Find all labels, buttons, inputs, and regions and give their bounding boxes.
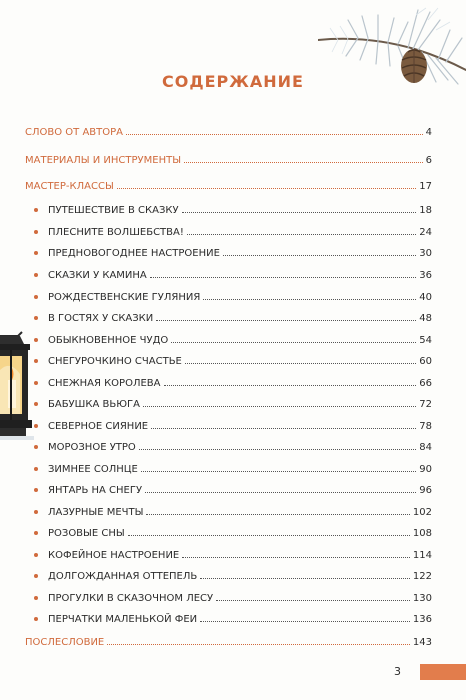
toc-page-number: 6 [425, 155, 432, 166]
dot-leader [145, 483, 416, 493]
bullet-icon [34, 251, 38, 255]
toc-page-number: 130 [412, 593, 432, 604]
toc-entry[interactable] [48, 569, 432, 583]
bullet-icon [34, 553, 38, 557]
toc-page-number: 78 [419, 421, 432, 432]
dot-leader [185, 354, 416, 364]
toc-entry[interactable] [48, 203, 432, 217]
toc-entry[interactable] [48, 419, 432, 433]
toc-page-number: 90 [419, 464, 432, 475]
toc-page-number: 36 [419, 270, 432, 281]
dot-leader [107, 635, 410, 645]
toc-entry[interactable] [48, 483, 432, 497]
dot-leader [200, 612, 410, 622]
dot-leader [171, 333, 416, 343]
toc-page-number: 54 [419, 335, 432, 346]
bullet-icon [34, 338, 38, 342]
dot-leader [143, 397, 416, 407]
toc-entry[interactable] [48, 397, 432, 411]
dot-leader [182, 548, 410, 558]
toc-entry[interactable] [48, 311, 432, 325]
dot-leader [187, 225, 416, 235]
toc-entry[interactable] [48, 225, 432, 239]
toc-page-number: 18 [419, 205, 432, 216]
toc-page-number: 84 [419, 442, 432, 453]
toc-page-number: 4 [425, 127, 432, 138]
toc-page-number: 143 [412, 637, 432, 648]
toc-section-label: МАТЕРИАЛЫ И ИНСТРУМЕНТЫ [25, 155, 182, 166]
bullet-icon [34, 273, 38, 277]
dot-leader [200, 569, 410, 579]
bullet-icon [34, 617, 38, 621]
toc-entry[interactable] [48, 591, 432, 605]
toc-entry-label: ПРОГУЛКИ В СКАЗОЧНОМ ЛЕСУ [48, 593, 214, 604]
toc-page-number: 114 [412, 550, 432, 561]
toc-page-number: 102 [412, 507, 432, 518]
page-corner-tab [420, 664, 466, 680]
toc-entry[interactable] [48, 462, 432, 476]
toc-entry[interactable] [48, 333, 432, 347]
bullet-icon [34, 316, 38, 320]
toc-entry[interactable] [48, 440, 432, 454]
toc-page-number: 48 [419, 313, 432, 324]
dot-leader [216, 591, 410, 601]
toc-section-label: СЛОВО ОТ АВТОРА [25, 127, 123, 138]
bullet-icon [34, 295, 38, 299]
dot-leader [164, 376, 417, 386]
toc-entry[interactable] [48, 246, 432, 260]
bullet-icon [34, 531, 38, 535]
toc-entry-label: ЯНТАРЬ НА СНЕГУ [48, 485, 143, 496]
toc-entry[interactable] [48, 548, 432, 562]
dot-leader [184, 153, 423, 163]
toc-entry-label: РОЗОВЫЕ СНЫ [48, 528, 125, 539]
toc-page-number: 40 [419, 292, 432, 303]
dot-leader [146, 505, 409, 515]
bullet-icon [34, 208, 38, 212]
bullet-icon [34, 574, 38, 578]
toc-section-masterclasses[interactable] [25, 179, 432, 193]
toc-entry-label: ПЕРЧАТКИ МАЛЕНЬКОЙ ФЕИ [48, 614, 198, 625]
toc-entry[interactable] [48, 290, 432, 304]
toc-entry-label: ПЛЕСНИТЕ ВОЛШЕБСТВА! [48, 227, 184, 238]
toc-page-number: 60 [419, 356, 432, 367]
dot-leader [126, 125, 423, 135]
toc-section-afterword[interactable] [25, 635, 432, 649]
toc-page-number: 30 [419, 248, 432, 259]
bullet-icon [34, 445, 38, 449]
dot-leader [151, 419, 416, 429]
toc-section-author-word[interactable] [25, 125, 432, 139]
page-number: 3 [394, 665, 401, 678]
toc-page-number: 72 [419, 399, 432, 410]
toc-entry[interactable] [48, 376, 432, 390]
page-title: СОДЕРЖАНИЕ [162, 72, 304, 91]
toc-section-label: ПОСЛЕСЛОВИЕ [25, 637, 105, 648]
bullet-icon [34, 488, 38, 492]
toc-entry-label: РОЖДЕСТВЕНСКИЕ ГУЛЯНИЯ [48, 292, 201, 303]
toc-entry-label: БАБУШКА ВЬЮГА [48, 399, 140, 410]
bullet-icon [34, 424, 38, 428]
toc-entry[interactable] [48, 354, 432, 368]
bullet-icon [34, 467, 38, 471]
lantern-icon [0, 330, 34, 442]
toc-entry-label: ПРЕДНОВОГОДНЕЕ НАСТРОЕНИЕ [48, 248, 220, 259]
dot-leader [150, 268, 416, 278]
toc-page-number: 24 [419, 227, 432, 238]
toc-page-number: 66 [419, 378, 432, 389]
toc-entry-label: ЗИМНЕЕ СОЛНЦЕ [48, 464, 138, 475]
bullet-icon [34, 230, 38, 234]
toc-entry[interactable] [48, 268, 432, 282]
toc-entry-label: ЛАЗУРНЫЕ МЕЧТЫ [48, 507, 144, 518]
bullet-icon [34, 381, 38, 385]
toc-page-number: 136 [412, 614, 432, 625]
toc-entry-label: СЕВЕРНОЕ СИЯНИЕ [48, 421, 149, 432]
dot-leader [223, 246, 416, 256]
toc-page-number: 108 [412, 528, 432, 539]
toc-page-number: 17 [419, 181, 432, 192]
dot-leader [139, 440, 416, 450]
toc-page-number: 122 [412, 571, 432, 582]
dot-leader [117, 179, 417, 189]
toc-entry[interactable] [48, 505, 432, 519]
toc-entry-label: ДОЛГОЖДАННАЯ ОТТЕПЕЛЬ [48, 571, 198, 582]
toc-entry-label: КОФЕЙНОЕ НАСТРОЕНИЕ [48, 550, 180, 561]
pine-branch-icon [318, 0, 466, 110]
dot-leader [156, 311, 416, 321]
toc-entry-label: ОБЫКНОВЕННОЕ ЧУДО [48, 335, 169, 346]
toc-entry-label: СНЕЖНАЯ КОРОЛЕВА [48, 378, 161, 389]
dot-leader [128, 526, 410, 536]
toc-entry-label: СНЕГУРОЧКИНО СЧАСТЬЕ [48, 356, 182, 367]
toc-section-materials[interactable] [25, 153, 432, 167]
bullet-icon [34, 510, 38, 514]
toc-entry[interactable] [48, 612, 432, 626]
dot-leader [141, 462, 416, 472]
dot-leader [182, 203, 417, 213]
toc-entry-label: СКАЗКИ У КАМИНА [48, 270, 147, 281]
toc-page-number: 96 [419, 485, 432, 496]
bullet-icon [34, 596, 38, 600]
bullet-icon [34, 402, 38, 406]
toc-entry[interactable] [48, 526, 432, 540]
toc-entry-label: МОРОЗНОЕ УТРО [48, 442, 136, 453]
toc-section-label: МАСТЕР-КЛАССЫ [25, 181, 114, 192]
toc-entry-label: ПУТЕШЕСТВИЕ В СКАЗКУ [48, 205, 179, 216]
dot-leader [203, 290, 416, 300]
toc-entry-label: В ГОСТЯХ У СКАЗКИ [48, 313, 154, 324]
bullet-icon [34, 359, 38, 363]
